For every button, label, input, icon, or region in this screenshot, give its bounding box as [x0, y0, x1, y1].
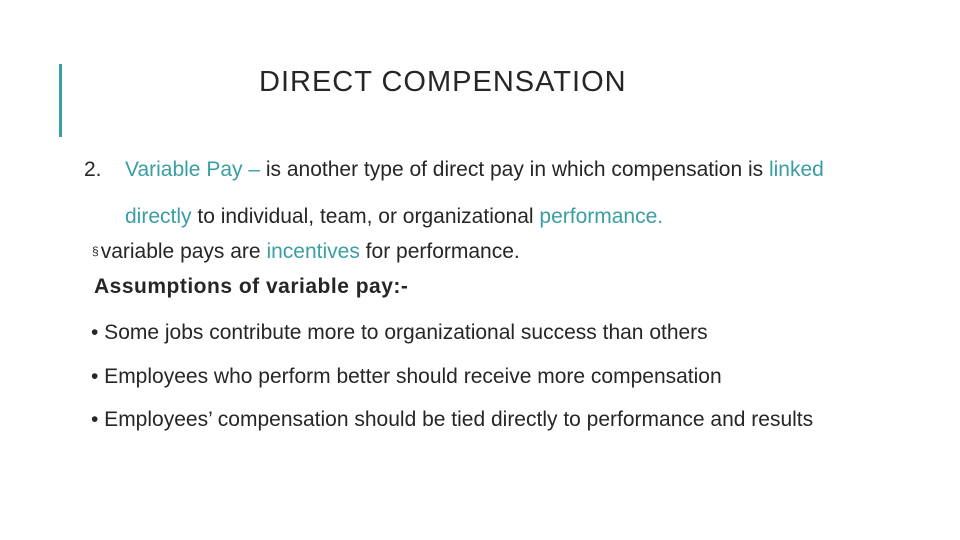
- sub-bullet: [92, 236, 520, 267]
- point-body: [125, 146, 884, 240]
- square-bullet-icon: §: [92, 244, 99, 258]
- point-text-b: to individual, team, or organizational: [191, 205, 540, 228]
- point-term: Variable Pay –: [125, 158, 261, 181]
- point-variable-pay: [84, 146, 884, 240]
- point-number: 2.: [84, 158, 102, 181]
- title-accent-bar: [59, 64, 62, 137]
- assumption-item: • Employees’ compensation should be tied directly to performance and results: [91, 408, 814, 431]
- sub-bullet-text-a: variable pays are: [100, 240, 267, 263]
- sub-bullet-text-b: for performance.: [359, 240, 520, 263]
- assumption-item: • Some jobs contribute more to organizational success than others: [91, 321, 708, 344]
- point-text-a: is another type of direct pay in which compensation is: [260, 158, 769, 181]
- slide-title: DIRECT COMPENSATION: [259, 66, 627, 98]
- point-highlight-linked: linked directly: [125, 158, 824, 228]
- assumption-item: • Employees who perform better should receive more compensation: [91, 365, 722, 388]
- point-highlight-performance: performance.: [539, 205, 664, 228]
- assumptions-heading: Assumptions of variable pay:-: [94, 275, 409, 298]
- sub-bullet-highlight: incentives: [266, 240, 360, 263]
